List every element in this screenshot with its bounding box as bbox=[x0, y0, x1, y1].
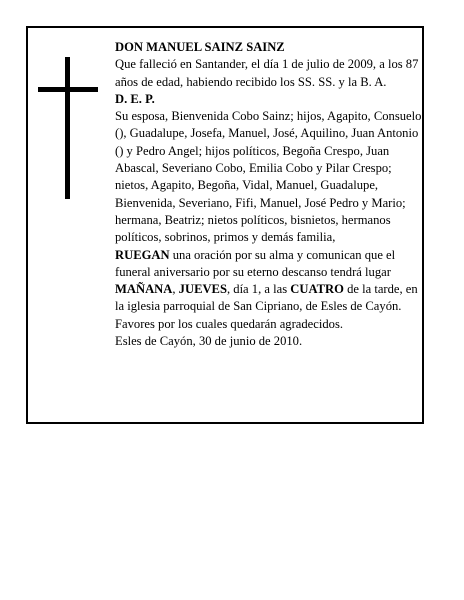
request-text-3: de la tarde, en la iglesia parroquial de San Cipriano, de Esles de Cayón. Favores por los cuales quedarán agradecidos. bbox=[115, 282, 418, 331]
notice-text bbox=[115, 39, 425, 350]
manana-label: MAÑANA bbox=[115, 282, 173, 297]
request-text-1: una oración por su alma y comunican que el funeral aniversario por su eterno descanso tendrá lugar bbox=[115, 247, 396, 279]
deceased-name: DON MANUEL SAINZ SAINZ bbox=[115, 40, 285, 54]
obituary-notice bbox=[26, 26, 424, 424]
death-info: Que falleció en Santander, el día 1 de julio de 2009, a los 87 años de edad, habiendo recibido los SS. SS. y la B. A. bbox=[115, 57, 419, 89]
cross-vertical-bar bbox=[65, 57, 70, 199]
request-paragraph bbox=[115, 247, 425, 333]
cuatro-label: CUATRO bbox=[290, 282, 344, 297]
jueves-label: JUEVES bbox=[178, 282, 227, 297]
family-list: Su esposa, Bienvenida Cobo Sainz; hijos, Agapito, Consuelo (), Guadalupe, Josefa, Manuel, José, Aquilino, Juan Antonio () y Pedro Angel; hijos políticos, Begoña Crespo, Juan Abascal, Severiano Cobo, Emilia Cobo y Pilar Crespo; nietos, Agapito, Begoña, Vidal, Manuel, Guadalupe, Bienvenida, Severiano, Fifi, Manuel, José Pedro y Mario; hermana, Beatriz; nietos políticos, bisnietos, hermanos políticos, sobrinos, primos y demás familia, bbox=[115, 109, 422, 245]
place-date: Esles de Cayón, 30 de junio de 2010. bbox=[115, 334, 303, 349]
ruegan-label: RUEGAN bbox=[115, 247, 170, 262]
dep-label: D. E. P. bbox=[115, 91, 155, 106]
cross-horizontal-bar bbox=[38, 87, 98, 92]
request-separator: , bbox=[172, 282, 179, 297]
cross-icon bbox=[38, 57, 98, 199]
request-text-2: , día 1, a las bbox=[226, 282, 291, 297]
